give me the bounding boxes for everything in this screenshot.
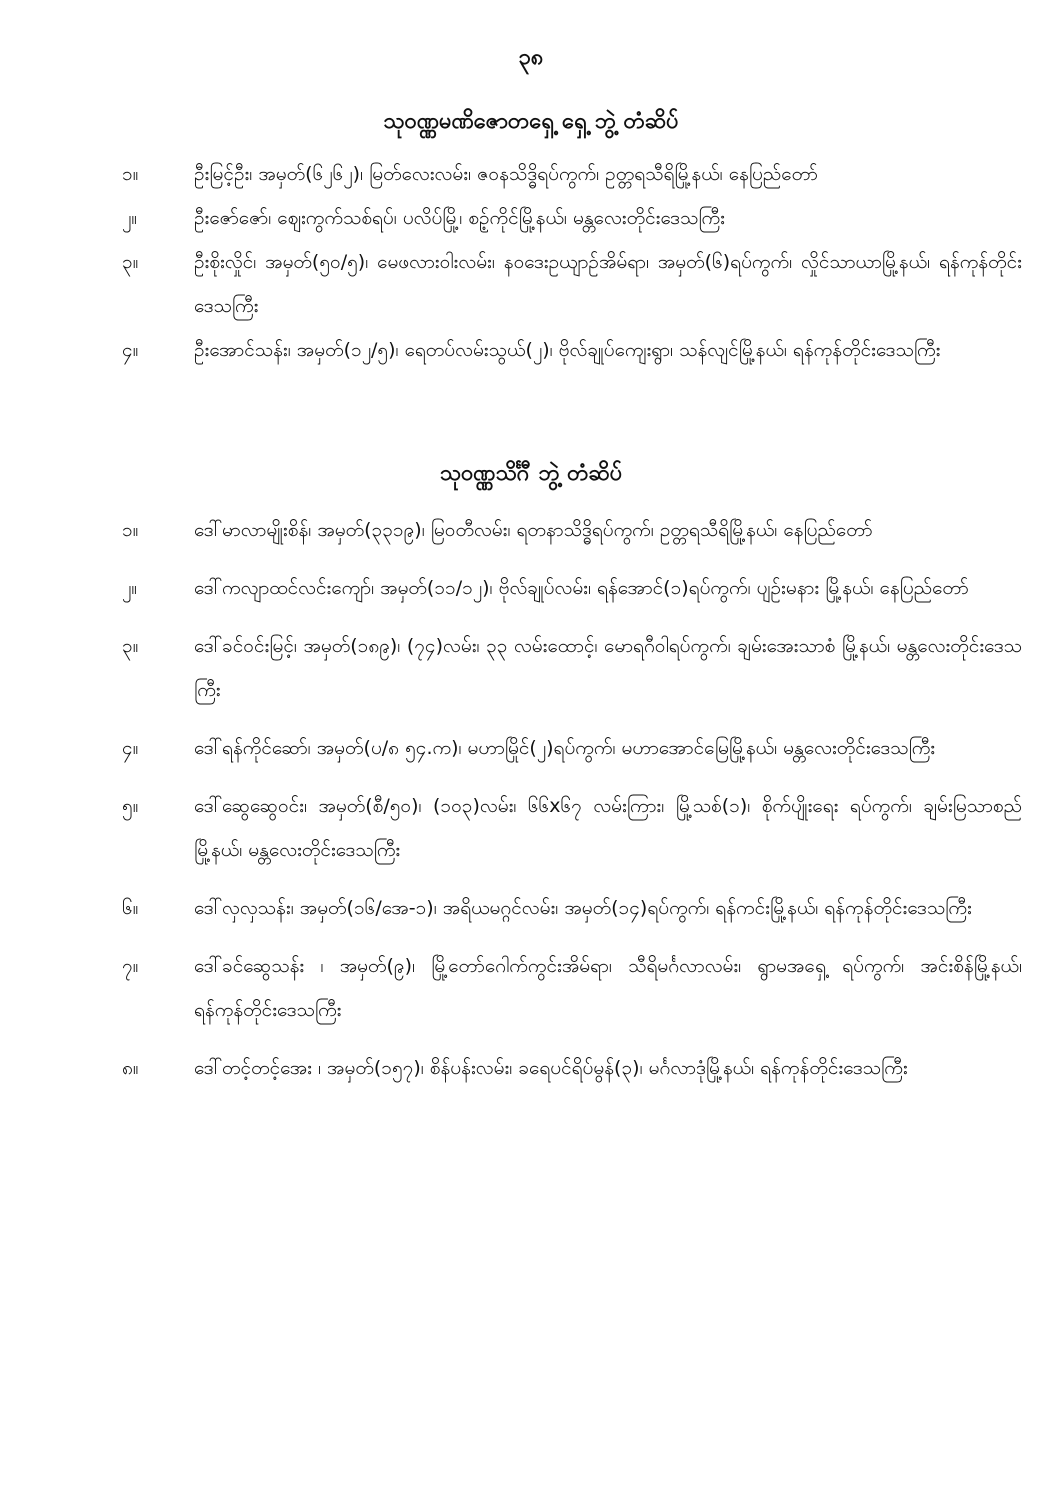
- page-number: ၃၈: [518, 45, 544, 70]
- item-number: ၃။: [122, 251, 139, 273]
- item-number: ၂။: [122, 577, 138, 599]
- item-number: ၁။: [122, 163, 139, 185]
- list-item: [122, 784, 1022, 872]
- item-text: ဒေါ်တင့်တင့်အေး ၊ အမှတ်(၁၅၇)၊ စိန်ပန်းလမ်း၊ ခရေပင်ရိပ်မွန်(၃)၊ မင်္ဂလာဒုံမြို့နယ်၊ ရန်ကုန်တိုင်းဒေသကြီး: [194, 1057, 908, 1079]
- item-number: ၁။: [122, 519, 139, 541]
- item-number: ၃။: [122, 635, 139, 657]
- list-item: [122, 566, 1022, 610]
- list-item: [122, 508, 1022, 552]
- list-item: [122, 196, 1022, 240]
- award-list-1: [122, 152, 1022, 372]
- list-item: [122, 726, 1022, 770]
- item-number: ၄။: [122, 737, 139, 759]
- item-text: ဒေါ်ခင်ဆွေသန်း ၊ အမှတ်(၉)၊ မြို့တော်ဂေါက်ကွင်းအိမ်ရာ၊ သီရိမင်္ဂလာလမ်း၊ ရွာမအရှေ့ ရပ်ကွက်၊ အင်းစိန်မြို့နယ်၊ ရန်ကုန်တိုင်းဒေသကြီး: [194, 955, 1022, 1021]
- item-number: ၂။: [122, 207, 138, 229]
- item-text: ဦးအောင်သန်း၊ အမှတ်(၁၂/၅)၊ ရေတပ်လမ်းသွယ်(၂)၊ ဗိုလ်ချုပ်ကျေးရွာ၊ သန်လျင်မြို့နယ်၊ ရန်ကုန်တိုင်းဒေသကြီး: [194, 339, 941, 361]
- award-list-2: [122, 508, 1022, 1104]
- item-text: ဒေါ်မာလာမျိုးစိန်၊ အမှတ်(၃၃၁၉)၊ မြ၀တီလမ်း၊ ရတနာသိဒ္ဓိရပ်ကွက်၊ ဥတ္တရသီရိမြို့နယ်၊ နေပြည်တော်: [194, 519, 873, 541]
- list-item: [122, 944, 1022, 1032]
- list-item: [122, 328, 1022, 372]
- list-item: [122, 1046, 1022, 1090]
- section-heading-2: သုဝဏ္ဏသိင်္ဂီ ဘွဲ့ တံဆိပ်: [439, 461, 623, 486]
- section-heading-1: သုဝဏ္ဏမဏိဇောတရှေ့ ရှေ့ ဘွဲ့ တံဆိပ်: [383, 109, 679, 134]
- item-number: ၈။: [122, 1057, 139, 1079]
- item-text: ဦးစိုးလှိုင်၊ အမှတ်(၅၀/၅)၊ မေဖလားဝါးလမ်း၊ န၀ဒေးဥယျာဉ်အိမ်ရာ၊ အမှတ်(၆)ရပ်ကွက်၊ လှိုင်သာယာမြို့နယ်၊ ရန်ကုန်တိုင်းဒေသကြီး: [194, 251, 1022, 317]
- item-text: ဒေါ်ကလျာထင်လင်းကျော်၊ အမှတ်(၁၁/၁၂)၊ ဗိုလ်ချုပ်လမ်း၊ ရန်အောင်(၁)ရပ်ကွက်၊ ပျဉ်းမနား မြို့နယ်၊ နေပြည်တော်: [194, 577, 969, 599]
- list-item: [122, 240, 1022, 328]
- item-number: ၇။: [122, 955, 139, 977]
- item-text: ဒေါ်ခင်ဝင်းမြင့်၊ အမှတ်(၁၈၉)၊ (၇၄)လမ်း၊ ၃၃ လမ်းထောင့်၊ မောရဂီ၀ါရပ်ကွက်၊ ချမ်းအေးသာစံ မြို့နယ်၊ မန္တလေးတိုင်းဒေသကြီး: [194, 635, 1022, 701]
- item-text: ဦးဇော်ဇော်၊ ဈေးကွက်သစ်ရပ်၊ ပလိပ်မြို့၊ စဉ့်ကိုင်မြို့နယ်၊ မန္တလေးတိုင်းဒေသကြီး: [194, 207, 725, 229]
- item-number: ၅။: [122, 795, 139, 817]
- item-text: ဒေါ်ရန်ကိုင်ဆော်၊ အမှတ်(ပ/၈ ၅၄.က)၊ မဟာမြိုင်(၂)ရပ်ကွက်၊ မဟာအောင်မြေမြို့နယ်၊ မန္တလေးတိုင်းဒေသကြီး: [194, 737, 936, 759]
- item-text: ဒေါ်ဆွေဆွေဝင်း၊ အမှတ်(စီ/၅၀)၊ (၁၀၃)လမ်း၊ ၆၆x၆၇ လမ်းကြား၊ မြို့သစ်(၁)၊ စိုက်ပျိုးရေး ရပ်ကွက်၊ ချမ်းမြသာစည်မြို့နယ်၊ မန္တလေးတိုင်းဒေသကြီး: [194, 795, 1022, 861]
- list-item: [122, 152, 1022, 196]
- list-item: [122, 624, 1022, 712]
- item-number: ၄။: [122, 339, 139, 361]
- list-item: [122, 886, 1022, 930]
- item-number: ၆။: [122, 897, 139, 919]
- item-text: ဦးမြင့်ဦး၊ အမှတ်(၆၂၆၂)၊ မြတ်လေးလမ်း၊ ဇ၀နသိဒ္ဓိရပ်ကွက်၊ ဥတ္တရသီရိမြို့နယ်၊ နေပြည်တော်: [194, 163, 818, 185]
- item-text: ဒေါ်လှလှသန်း၊ အမှတ်(၁၆/အေ-၁)၊ အရိယမဂ္ဂင်လမ်း၊ အမှတ်(၁၄)ရပ်ကွက်၊ ရန်ကင်းမြို့နယ်၊ ရန်ကုန်တိုင်းဒေသကြီး: [194, 897, 972, 919]
